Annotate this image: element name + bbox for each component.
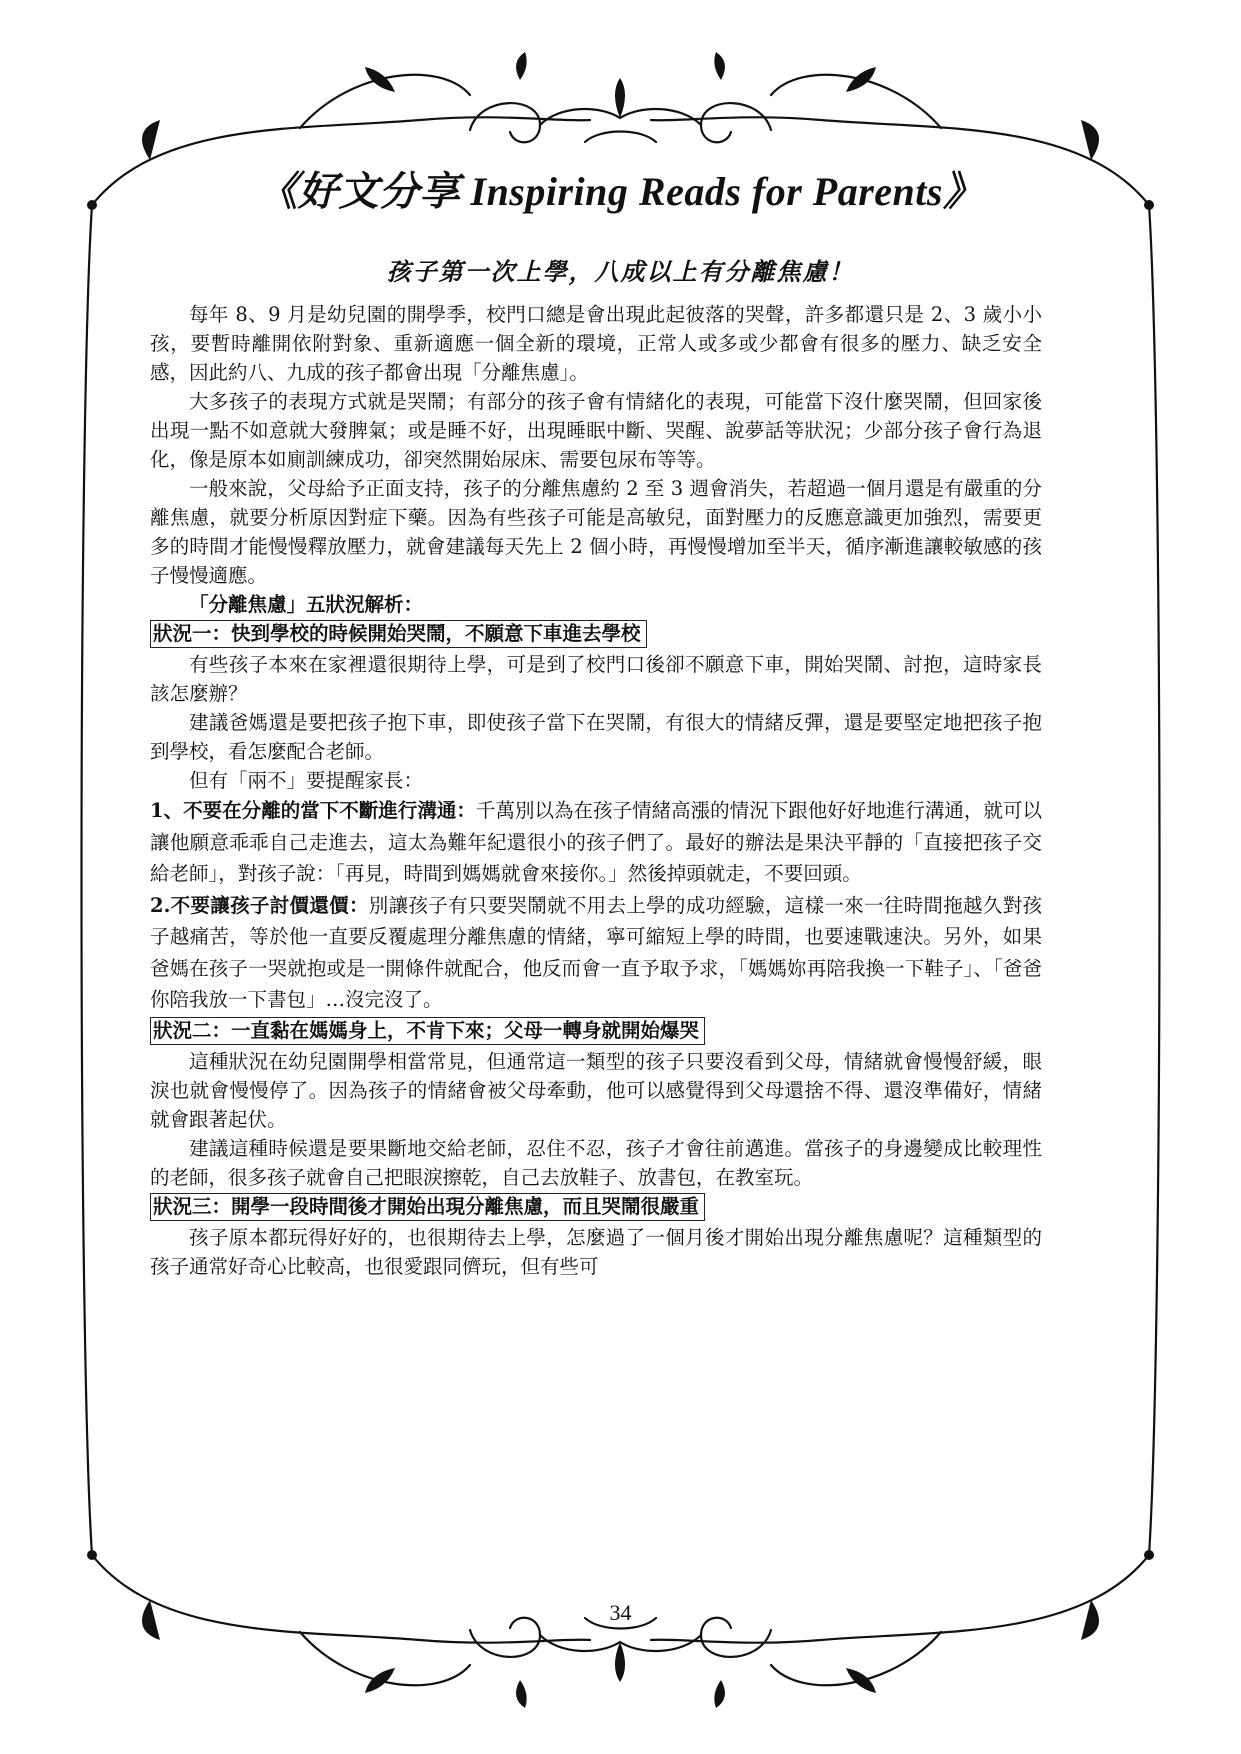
page-number: 34 bbox=[609, 1600, 632, 1625]
list-item-lead: 1、不要在分離的當下不斷進行溝通： bbox=[150, 799, 476, 822]
paragraph: 大多孩子的表現方式就是哭鬧；有部分的孩子會有情緒化的表現，可能當下沒什麼哭鬧，但回家後出現一點不如意就大發脾氣；或是睡不好，出現睡眠中斷、哭醒、說夢話等狀況；少部分孩子會行為退化，像是原本如廁訓練成功，卻突然開始尿床、需要包尿布等等。 bbox=[150, 390, 1042, 471]
paragraph: 孩子原本都玩得好好的，也很期待去上學，怎麼過了一個月後才開始出現分離焦慮呢？這種類型的孩子通常好奇心比較高，也很愛跟同儕玩，但有些可 bbox=[150, 1225, 1042, 1278]
list-item-text: 別讓孩子有只要哭鬧就不用去上學的成功經驗，這樣一來一往時間拖越久對孩子越痛苦，等於他一直要反覆處理分離焦慮的情緒，寧可縮短上學的時間，也要速戰速決。另外，如果爸媽在孩子一哭就抱或是一開條件就配合，他反而會一直予取予求，「媽媽妳再陪我換一下鞋子」、「爸爸你陪我放一下書包」…沒完沒了。 bbox=[150, 893, 1042, 1011]
paragraph: 一般來說，父母給予正面支持，孩子的分離焦慮約 2 至 3 週會消失，若超過一個月還是有嚴重的分離焦慮，就要分析原因對症下藥。因為有些孩子可能是高敏兒，面對壓力的反應意識更加強烈，需要更多的時間才能慢慢釋放壓力，就會建議每天先上 2 個小時，再慢慢增加至半天，循序漸進讓較敏感的孩子慢慢適應。 bbox=[150, 477, 1042, 587]
paragraph: 有些孩子本來在家裡還很期待上學，可是到了校門口後卻不願意下車，開始哭鬧、討抱，這時家長該怎麼辦？ bbox=[150, 653, 1042, 705]
list-item-lead: 2.不要讓孩子討價還價： bbox=[150, 893, 369, 917]
list-item bbox=[150, 890, 1042, 1016]
situation-1-title: 狀況一：快到學校的時候開始哭鬧，不願意下車進去學校 bbox=[150, 620, 647, 648]
paragraph: 這種狀況在幼兒園開學相當常見，但通常這一類型的孩子只要沒看到父母，情緒就會慢慢舒緩，眼淚也就會慢慢停了。因為孩子的情緒會被父母牽動，他可以感覺得到父母還捨不得、還沒準備好，情緒就會跟著起伏。 bbox=[150, 1049, 1042, 1131]
article-title: 孩子第一次上學，八成以上有分離焦慮！ bbox=[386, 257, 855, 286]
paragraph: 建議這種時候還是要果斷地交給老師，忍住不忍，孩子才會往前邁進。當孩子的身邊變成比較理性的老師，很多孩子就會自己把眼淚擦乾，自己去放鞋子、放書包，在教室玩。 bbox=[150, 1136, 1042, 1189]
list-item bbox=[150, 795, 1042, 890]
list-item-text: 千萬別以為在孩子情緒高漲的情況下跟他好好地進行溝通，就可以讓他願意乖乖自己走進去，這太為難年紀還很小的孩子們了。最好的辦法是果決平靜的「直接把孩子交給老師」，對孩子說：「再見，時間到媽媽就會來接你。」然後掉頭就走，不要回頭。 bbox=[150, 799, 1042, 885]
situation-3-title: 狀況三：開學一段時間後才開始出現分離焦慮，而且哭鬧很嚴重 bbox=[150, 1193, 705, 1221]
paragraph: 建議爸媽還是要把孩子抱下車，即使孩子當下在哭鬧，有很大的情緒反彈，還是要堅定地把孩子抱到學校，看怎麼配合老師。 bbox=[150, 711, 1042, 763]
section-heading-five-situations: 「分離焦慮」五狀況解析： bbox=[189, 593, 424, 616]
situation-2-title: 狀況二：一直黏在媽媽身上，不肯下來；父母一轉身就開始爆哭 bbox=[150, 1017, 705, 1045]
page-title: 《好文分享 Inspiring Reads for Parents》 bbox=[257, 169, 984, 214]
article-body bbox=[150, 300, 1042, 1281]
paragraph: 但有「兩不」要提醒家長： bbox=[189, 769, 424, 792]
paragraph: 每年 8、9 月是幼兒園的開學季，校門口總是會出現此起彼落的哭聲，許多都還只是 2、3 歲小小孩，要暫時離開依附對象、重新適應一個全新的環境，正常人或多或少都會有很多的壓力、缺乏安全感，因此約八、九成的孩子都會出現「分離焦慮」。 bbox=[150, 303, 1042, 384]
